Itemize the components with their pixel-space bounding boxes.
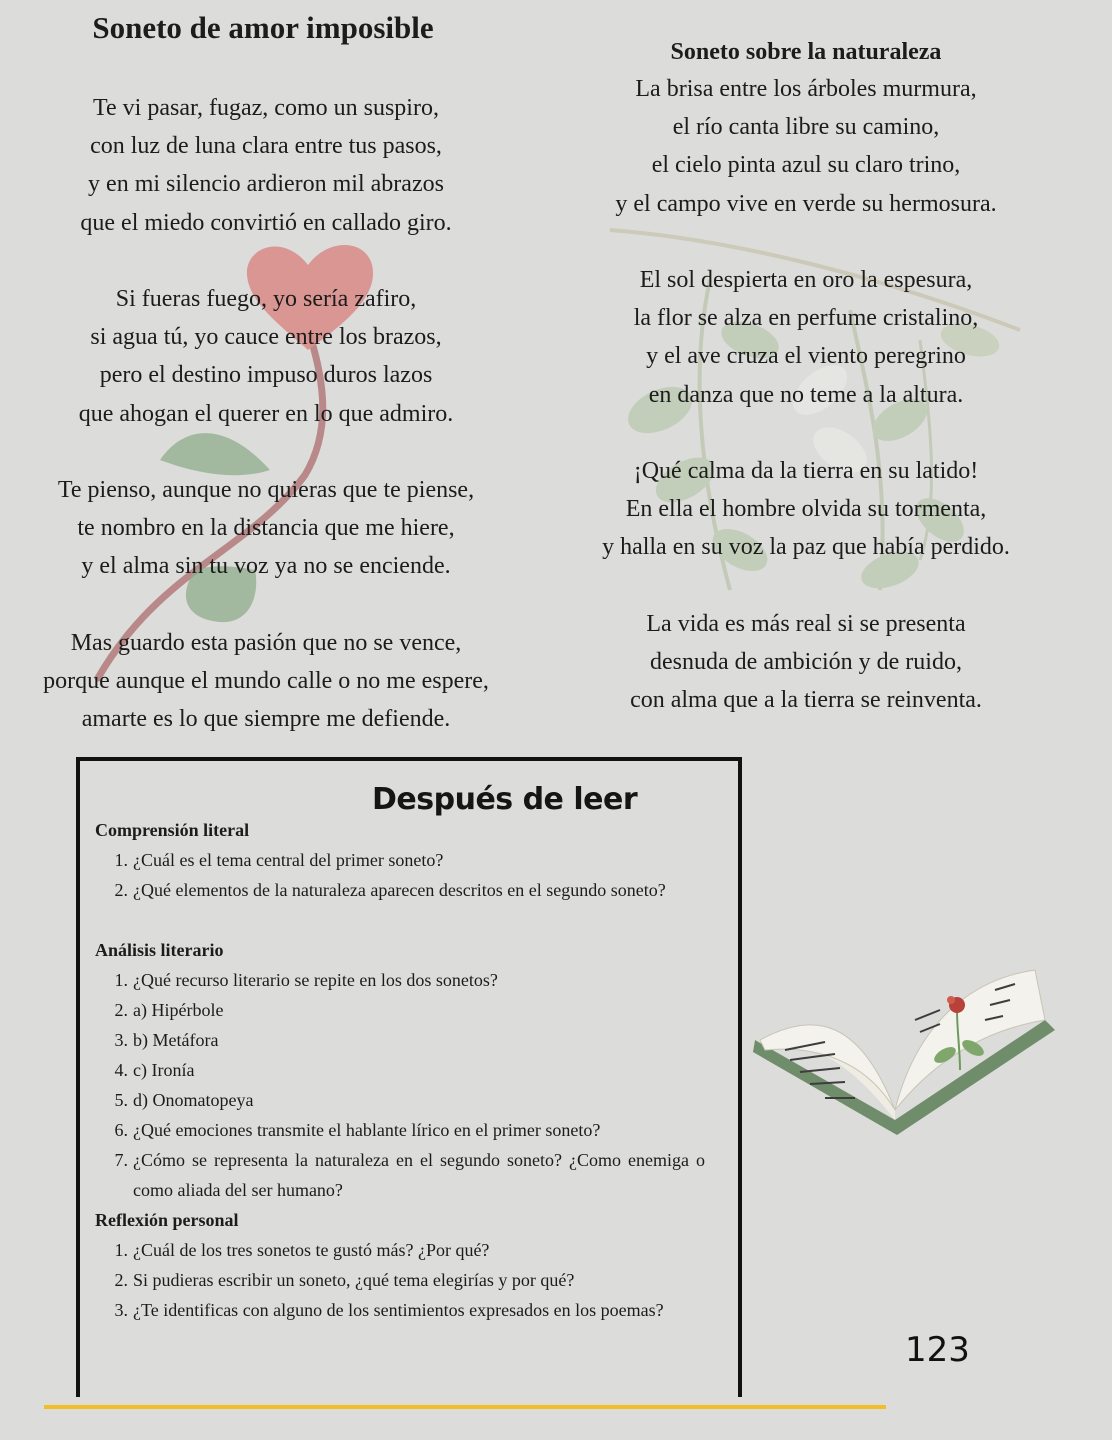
poem-2-title: Soneto sobre la naturaleza	[670, 39, 942, 65]
poem-line: en danza que no teme a la altura.	[648, 381, 964, 408]
poem-line: y el ave cruza el viento peregrino	[646, 343, 966, 370]
question-text: d) Onomatopeya	[133, 1090, 254, 1110]
poem-line: Mas guardo esta pasión que no se vence,	[70, 629, 462, 656]
question-text: Si pudieras escribir un soneto, ¿qué tema elegirías y por qué?	[133, 1270, 575, 1290]
question-text: ¿Qué elementos de la naturaleza aparecen descritos en el segundo soneto?	[133, 880, 666, 900]
poem-line: ¡Qué calma da la tierra en su latido!	[633, 458, 979, 484]
poem-1-body	[0, 89, 532, 738]
question-text: ¿Cómo se representa la naturaleza en el segundo soneto? ¿Como enemiga o como aliada del ser humano?	[133, 1150, 705, 1200]
poem-line: el río canta libre su camino,	[672, 114, 940, 141]
question-text: ¿Te identificas con alguno de los sentimientos expresados en los poemas?	[133, 1300, 664, 1320]
poem-1-stanza-3	[0, 471, 532, 586]
poem-line: la flor se alza en perfume cristalino,	[633, 305, 979, 332]
question-item	[95, 1055, 705, 1085]
poem-line: y el campo vive en verde su hermosura.	[615, 190, 997, 217]
poem-line: amarte es lo que siempre me defiende.	[81, 706, 451, 733]
question-item	[95, 1235, 705, 1265]
page-number: 123	[905, 1330, 970, 1370]
question-text: c) Ironía	[133, 1060, 195, 1080]
question-number: 1.	[114, 970, 128, 990]
question-item	[95, 1025, 705, 1055]
poem-line: pero el destino impuso duros lazos	[99, 362, 433, 389]
poem-line: Si fueras fuego, yo sería zafiro,	[115, 286, 417, 312]
question-number: 5.	[114, 1090, 128, 1110]
question-text: b) Metáfora	[133, 1030, 219, 1050]
poem-1-stanza-4	[0, 624, 532, 739]
poem-line: En ella el hombre olvida su tormenta,	[625, 496, 987, 523]
question-number: 1.	[114, 1240, 128, 1260]
poem-line: La brisa entre los árboles murmura,	[635, 76, 977, 102]
poem-line: el cielo pinta azul su claro trino,	[651, 152, 961, 179]
poem-line: desnuda de ambición y de ruido,	[650, 649, 962, 675]
section-title: Reflexión personal	[95, 1210, 239, 1230]
activity-content	[95, 815, 705, 1325]
question-item	[95, 845, 705, 875]
question-text: ¿Qué recurso literario se repite en los dos sonetos?	[133, 970, 498, 990]
poem-1-title: Soneto de amor imposible	[92, 10, 434, 45]
question-number: 3.	[114, 1030, 128, 1050]
bottom-divider	[44, 1405, 886, 1409]
question-item	[95, 995, 705, 1025]
poem-line: te nombro en la distancia que me hiere,	[77, 515, 455, 542]
poem-1-stanza-2	[0, 280, 532, 433]
poem-line: porque aunque el mundo calle o no me espere,	[43, 668, 489, 694]
question-number: 3.	[114, 1300, 128, 1320]
question-item	[95, 965, 705, 995]
question-number: 2.	[114, 880, 128, 900]
question-number: 2.	[114, 1270, 128, 1290]
poem-line: y el alma sin tu voz ya no se enciende.	[81, 553, 451, 580]
question-number: 7.	[114, 1150, 128, 1170]
poem-line: y halla en su voz la paz que había perdido.	[602, 534, 1010, 561]
question-item	[95, 1265, 705, 1295]
poem-2-stanza-3	[560, 452, 1052, 567]
poem-line: con luz de luna clara entre tus pasos,	[90, 133, 442, 160]
poem-line: La vida es más real si se presenta	[646, 610, 966, 637]
activity-title: Después de leer	[372, 782, 638, 817]
poem-line: con alma que a la tierra se reinventa.	[630, 687, 982, 714]
question-text: ¿Cuál es el tema central del primer soneto?	[133, 850, 444, 870]
question-text: a) Hipérbole	[133, 1000, 224, 1020]
poem-line: si agua tú, yo cauce entre los brazos,	[90, 324, 442, 351]
poem-line: Te pienso, aunque no quieras que te piense,	[57, 477, 475, 503]
poem-line: que ahogan el querer en lo que admiro.	[78, 400, 454, 427]
poem-2-body	[560, 70, 1052, 719]
question-item	[95, 1085, 705, 1115]
question-item	[95, 875, 705, 905]
question-item	[95, 1145, 705, 1205]
question-item	[95, 1115, 705, 1145]
question-text: ¿Qué emociones transmite el hablante lírico en el primer soneto?	[133, 1120, 601, 1140]
poem-line: El sol despierta en oro la espesura,	[639, 267, 973, 293]
question-number: 2.	[114, 1000, 128, 1020]
poem-line: y en mi silencio ardieron mil abrazos	[88, 171, 444, 198]
question-number: 1.	[114, 850, 128, 870]
poem-2-stanza-4	[560, 605, 1052, 720]
poem-1-stanza-1	[0, 89, 532, 242]
poem-2-stanza-2	[560, 261, 1052, 414]
question-number: 6.	[114, 1120, 128, 1140]
section-title: Análisis literario	[95, 940, 224, 960]
question-text: ¿Cuál de los tres sonetos te gustó más? ¿Por qué?	[133, 1240, 490, 1260]
open-book-illustration	[745, 960, 1065, 1180]
section-title: Comprensión literal	[95, 820, 250, 840]
question-item	[95, 1295, 705, 1325]
poem-2-stanza-1	[560, 70, 1052, 223]
poem-line: que el miedo convirtió en callado giro.	[80, 209, 452, 236]
question-number: 4.	[114, 1060, 128, 1080]
poem-line: Te vi pasar, fugaz, como un suspiro,	[93, 95, 439, 121]
